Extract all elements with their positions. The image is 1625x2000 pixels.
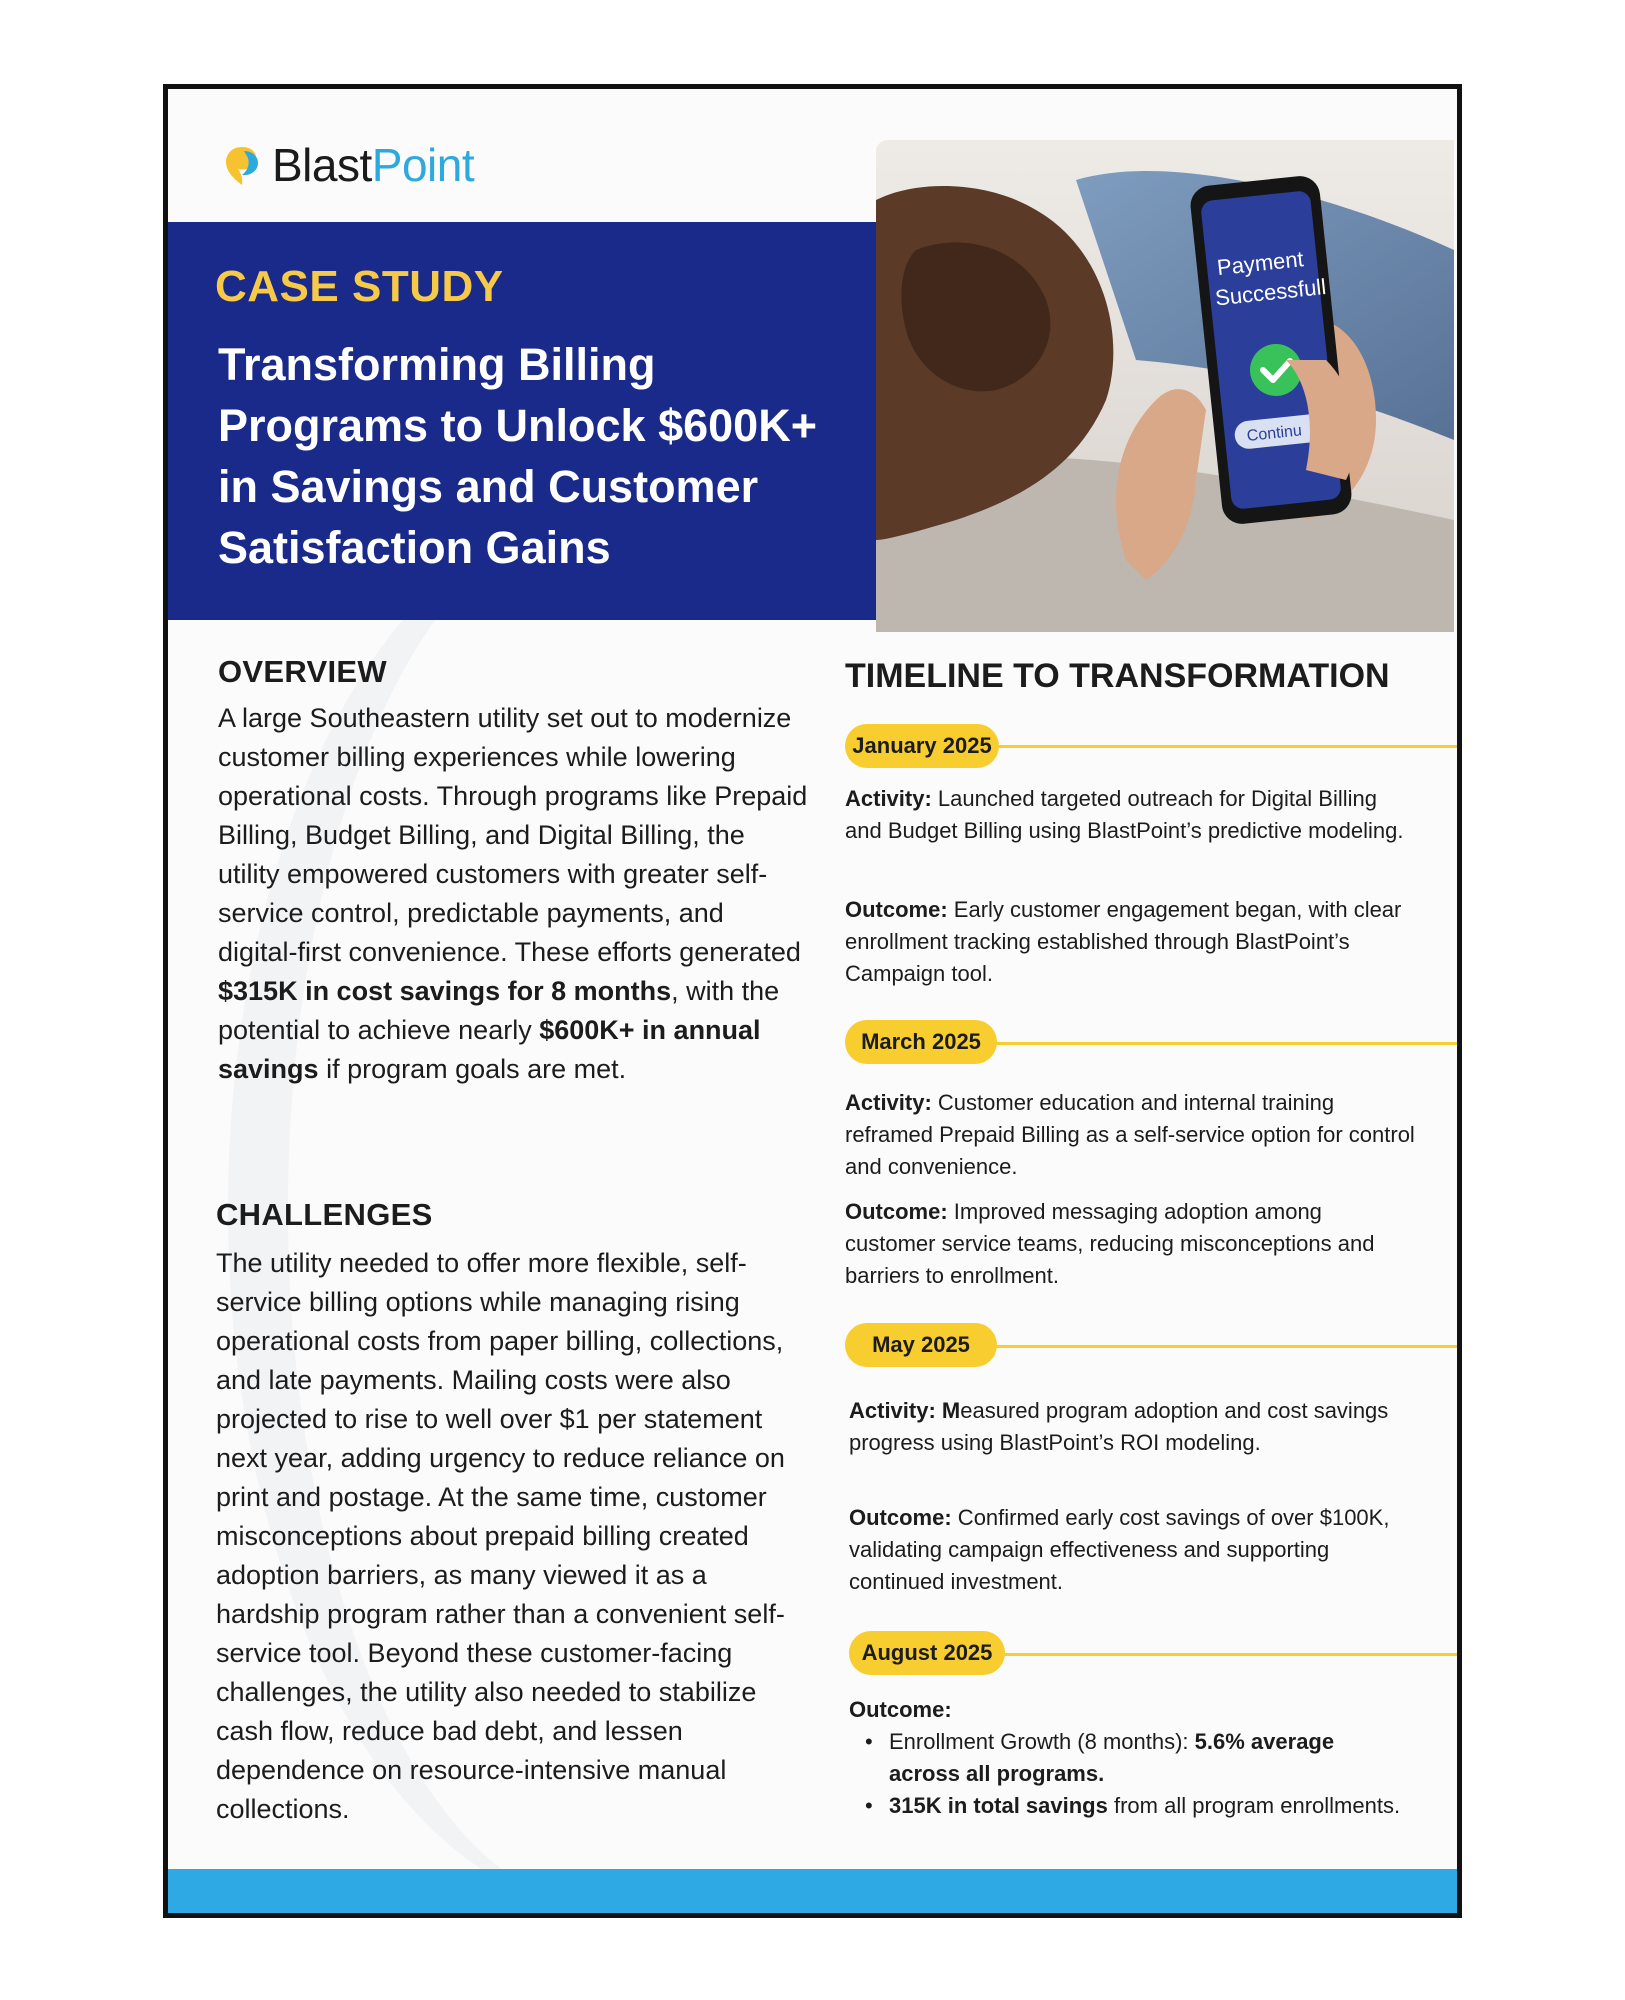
- timeline-date-pill: January 2025: [845, 724, 999, 768]
- challenges-body: The utility needed to offer more flexible, self-service billing options while managing rising operational costs from paper billing, collections, and late payments. Mailing costs were also projected to rise to well over $1 per statement next year, adding urgency to reduce reliance on print and postage. At the same time, customer misconceptions about prepaid billing created adoption barriers, as many viewed it as a hardship program rather than a convenient self-service tool. Beyond these customer-facing challenges, the utility also needed to stabilize cash flow, reduce bad debt, and lessen dependence on resource-intensive manual collections.: [216, 1248, 785, 1824]
- overview-bold-2: $600K+ in annual savings: [218, 1015, 761, 1084]
- timeline-line: [968, 1042, 1457, 1045]
- outcome-text: Early customer engagement began, with clear enrollment tracking established through BlastPoint’s Campaign tool.: [845, 897, 1402, 986]
- bullet-text: Enrollment Growth (8 months):: [889, 1729, 1195, 1754]
- timeline-activity: [845, 783, 1415, 847]
- timeline-final-outcome: [849, 1694, 1409, 1822]
- outcome-bullet-list: [849, 1726, 1409, 1822]
- phone-screen-text-2: Successfull: [1213, 273, 1328, 311]
- outcome-bullet: [889, 1726, 1409, 1790]
- hero-title: Transforming Billing Programs to Unlock $600K+ in Savings and Customer Satisfaction Gains: [218, 339, 817, 573]
- case-study-label: CASE STUDY: [215, 262, 504, 311]
- bullet-bold: 315K in total savings: [889, 1793, 1108, 1818]
- timeline-activity: [849, 1395, 1419, 1459]
- overview-body: [218, 699, 808, 1089]
- challenges-heading: CHALLENGES: [216, 1197, 433, 1232]
- overview-bold-1: $315K in cost savings for 8 months: [218, 976, 672, 1006]
- logo-mark-icon: [220, 143, 264, 187]
- outcome-label: Outcome:: [849, 1505, 952, 1530]
- activity-label: Activity:: [845, 1090, 932, 1115]
- outcome-label: Outcome:: [845, 897, 948, 922]
- bullet-text: from all program enrollments.: [1107, 1793, 1401, 1818]
- timeline-line: [968, 745, 1457, 748]
- case-study-page: [163, 84, 1462, 1918]
- outcome-text: Improved messaging adoption among customer service teams, reducing misconceptions and barriers to enrollment.: [845, 1199, 1375, 1288]
- overview-text-2: , with the potential to achieve nearly: [218, 976, 780, 1045]
- timeline-activity: [845, 1087, 1415, 1183]
- bullet-bold: 5.6% average across all programs.: [889, 1729, 1335, 1786]
- overview-text-3: if program goals are met.: [318, 1054, 627, 1084]
- timeline-date-pill: March 2025: [845, 1020, 997, 1064]
- phone-screen-text-1: Payment: [1215, 246, 1305, 281]
- activity-text: Launched targeted outreach for Digital Billing and Budget Billing using BlastPoint’s predictive modeling.: [845, 786, 1404, 843]
- overview-heading: OVERVIEW: [218, 654, 387, 689]
- timeline-outcome: [845, 894, 1415, 990]
- outcome-text: Confirmed early cost savings of over $100K, validating campaign effectiveness and supporting continued investment.: [849, 1505, 1390, 1594]
- activity-label: Activity: M: [849, 1398, 961, 1423]
- timeline-outcome: [849, 1502, 1419, 1598]
- phone-continue-button-text: Continu: [1246, 422, 1303, 445]
- timeline-line: [968, 1653, 1457, 1656]
- outcome-bullet: [889, 1790, 1409, 1822]
- overview-text-1: A large Southeastern utility set out to modernize customer billing experiences while lowering operational costs. Through programs like Prepaid Billing, Budget Billing, and Digital Billing, the utility empowered customers with greater self-service control, predictable payments, and digital-first convenience. These efforts generated: [218, 703, 808, 967]
- timeline-date-pill: August 2025: [849, 1631, 1005, 1675]
- activity-text: easured program adoption and cost savings progress using BlastPoint’s ROI modeling.: [849, 1398, 1389, 1455]
- outcome-label: Outcome:: [849, 1697, 952, 1722]
- footer-bar: [168, 1869, 1457, 1913]
- timeline-line: [968, 1345, 1457, 1348]
- blastpoint-logo: [220, 139, 474, 191]
- timeline-date-pill: May 2025: [845, 1323, 997, 1367]
- hero-banner: [168, 222, 876, 620]
- timeline-heading: TIMELINE TO TRANSFORMATION: [845, 657, 1390, 695]
- logo-text-point: Point: [371, 139, 475, 191]
- activity-label: Activity:: [845, 786, 932, 811]
- activity-text: Customer education and internal training reframed Prepaid Billing as a self-service option for control and convenience.: [845, 1090, 1415, 1179]
- hero-photo: [876, 140, 1454, 632]
- outcome-label: Outcome:: [845, 1199, 948, 1224]
- logo-text-blast: Blast: [272, 139, 372, 191]
- phone-payment-illustration: [876, 140, 1454, 632]
- timeline-outcome: [845, 1196, 1415, 1292]
